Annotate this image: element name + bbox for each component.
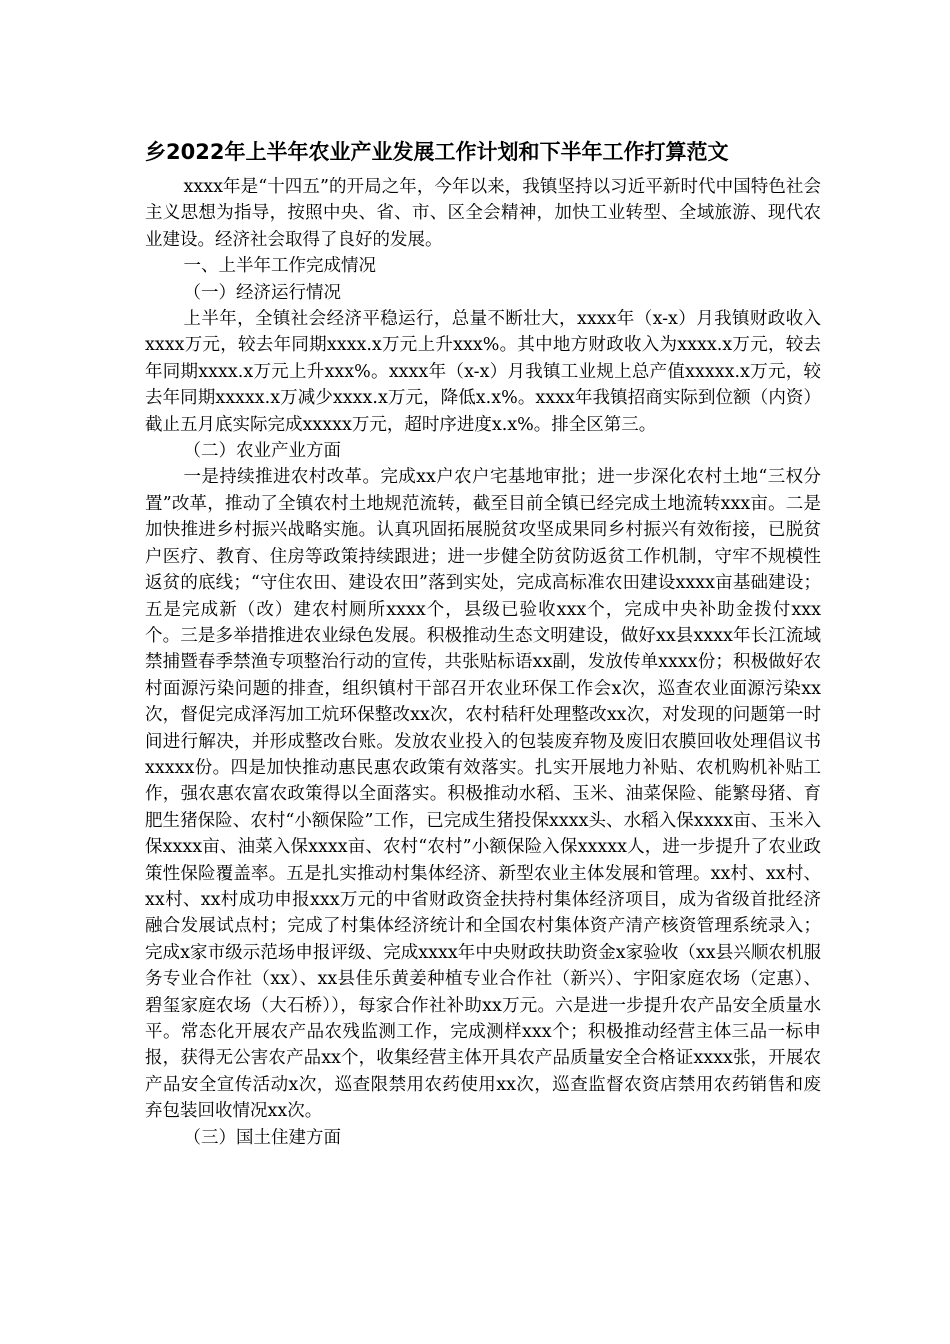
section-heading-1: 一、上半年工作完成情况: [183, 256, 376, 277]
agriculture-paragraph: 一是持续推进农村改革。完成xx户农户宅基地审批；进一步深化农村土地“三权分置”改革，推动了全镇农村土地规范流转，截至目前全镇已经完成土地流转xxx亩。二是加快推进乡村振兴战略实施。认真巩固拓展脱贫攻坚成果同乡村振兴有效衔接，已脱贫户医疗、教育、住房等政策持续跟进；进一步健全防贫防返贫工作机制，守牢不规模性返贫的底线；“守住农田、建设农田”落到实处，完成高标准农田建设xxxx亩基础建设；五是完成新（改）建农村厕所xxxx个，县级已验收xxx个，完成中央补助金拨付xxx个。三是多举措推进农业绿色发展。积极推动生态文明建设，做好xx县xxxx年长江流域禁捕暨春季禁渔专项整治行动的宣传，共张贴标语xx副，发放传单xxxx份；积极做好农村面源污染问题的排查，组织镇村干部召开农业环保工作会x次，巡查农业面源污染xx次，督促完成泽泻加工炕环保整改xx次，农村秸秆处理整改xx次，对发现的问题第一时间进行解决，并形成整改台账。发放农业投入的包装废弃物及废旧农膜回收处理倡议书xxxxx份。四是加快推动惠民惠农政策有效落实。扎实开展地力补贴、农机购机补贴工作，强农惠农富农政策得以全面落实。积极推动水稻、玉米、油菜保险、能繁母猪、育肥生猪保险、农村“小额保险”工作，已完成生猪投保xxxx头、水稻入保xxxx亩、玉米入保xxxx亩、油菜入保xxxx亩、农村“农村”小额保险入保xxxxx人，进一步提升了农业政策性保险覆盖率。五是扎实推动村集体经济、新型农业主体发展和管理。xx村、xx村、xx村、xx村成功申报xxx万元的中省财政资金扶持村集体经济项目，成为省级首批经济融合发展试点村；完成了村集体经济统计和全国农村集体资产清产核资管理系统录入；完成x家市级示范场申报评级、完成xxxx年中央财政扶助资金x家验收（xx县兴顺农机服务专业合作社（xx）、xx县佳乐黄姜种植专业合作社（新兴）、宇阳家庭农场（定惠）、碧玺家庭农场（大石桥）），每家合作社补助xx万元。六是进一步提升农产品安全质量水平。常态化开展农产品农残监测工作，完成测样xxx个；积极推动经营主体三品一标申报，获得无公害农产品xx个，收集经营主体开具农产品质量安全合格证xxxx张，开展农产品安全宣传活动x次，巡查限禁用农药使用xx次，巡查监督农资店禁用农药销售和废弃包装回收情况xx次。: [145, 467, 821, 1122]
document-title: 乡2022年上半年农业产业发展工作计划和下半年工作打算范文: [145, 140, 729, 164]
document-body: [145, 174, 821, 1151]
subsection-heading-economy: （一）经济运行情况: [183, 282, 341, 303]
subsection-heading-agriculture: （二）农业产业方面: [183, 441, 341, 462]
economy-paragraph: 上半年，全镇社会经济平稳运行，总量不断壮大，xxxx年（x-x）月我镇财政收入xxxx万元，较去年同期xxxx.x万元上升xxx%。其中地方财政收入为xxxx.x万元，较去年同期xxxx.x万元上升xxx%。xxxx年（x-x）月我镇工业规上总产值xxxxx.x万元，较去年同期xxxxx.x万减少xxxx.x万元，降低x.x%。xxxx年我镇招商实际到位额（内资）截止五月底实际完成xxxxx万元，超时序进度x.x%。排全区第三。: [145, 309, 821, 435]
subsection-heading-land: （三）国土住建方面: [183, 1127, 341, 1148]
intro-paragraph: xxxx年是“十四五”的开局之年，今年以来，我镇坚持以习近平新时代中国特色社会主义思想为指导，按照中央、省、市、区全会精神，加快工业转型、全域旅游、现代农业建设。经济社会取得了良好的发展。: [145, 177, 821, 250]
